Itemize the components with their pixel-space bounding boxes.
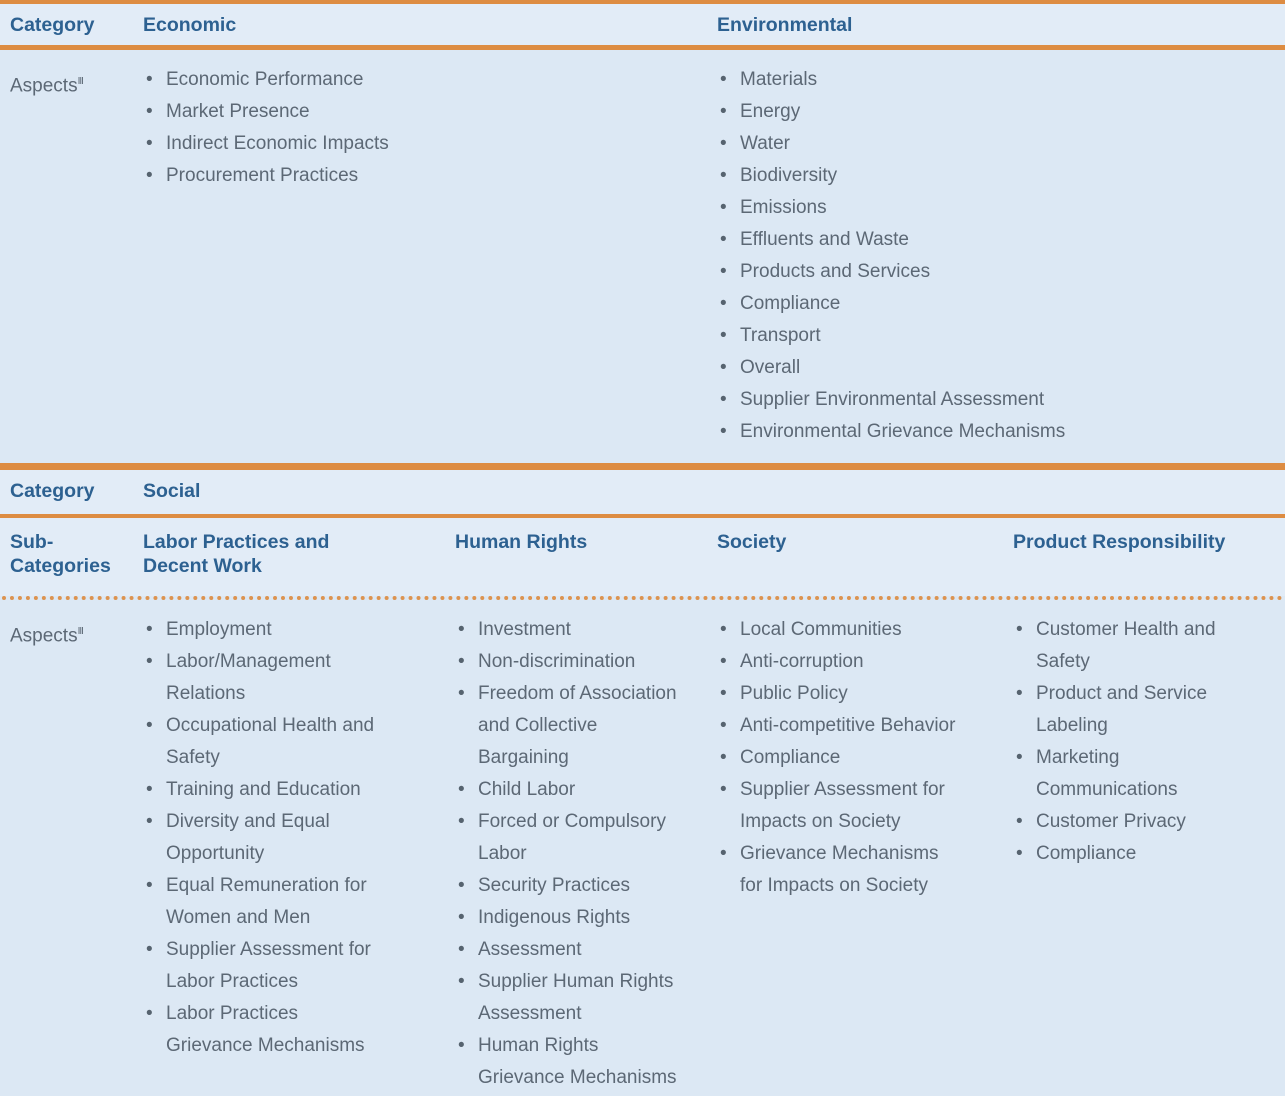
environmental-column-header: Environmental <box>717 14 853 36</box>
subcategories-header-label: Sub-Categories <box>10 531 111 577</box>
aspect-item: • Labor/Management Relations <box>143 646 382 710</box>
aspect-item: • Effluents and Waste <box>717 224 1285 256</box>
aspect-item: • Assessment <box>455 934 683 966</box>
aspect-item: • Supplier Assessment for Labor Practices <box>143 934 382 998</box>
aspects-row-label <box>0 50 143 463</box>
aspect-item: • Environmental Grievance Mechanisms <box>717 416 1285 448</box>
aspect-item: • Water <box>717 128 1285 160</box>
aspect-item: • Local Communities <box>717 614 962 646</box>
economic-column-header: Economic <box>143 14 237 36</box>
aspect-item: • Public Policy <box>717 678 962 710</box>
category-header-label: Category <box>10 14 95 36</box>
product-responsibility-aspects-cell <box>1013 600 1285 1096</box>
aspect-item: • Diversity and Equal Opportunity <box>143 806 382 870</box>
aspect-item: • Equal Remuneration for Women and Men <box>143 870 382 934</box>
section-divider-rule <box>0 463 1285 470</box>
aspect-item: • Supplier Assessment for Impacts on Society <box>717 774 962 838</box>
human-rights-aspects-cell <box>455 600 717 1096</box>
aspects-row-label-2 <box>0 600 143 1096</box>
labor-practices-column-header: Labor Practices and Decent Work <box>143 531 330 577</box>
aspect-item: • Security Practices <box>455 870 683 902</box>
aspect-item: • Investment <box>455 614 683 646</box>
aspect-item: • Supplier Human Rights Assessment <box>455 966 683 1030</box>
aspect-item: • Emissions <box>717 192 1285 224</box>
aspect-item: • Market Presence <box>143 96 717 128</box>
aspect-item: • Forced or Compulsory Labor <box>455 806 683 870</box>
product-responsibility-column-header: Product Responsibility <box>1013 531 1226 553</box>
aspect-item: • Employment <box>143 614 382 646</box>
aspect-item: • Marketing Communications <box>1013 742 1243 806</box>
economic-aspects-cell <box>143 50 717 463</box>
aspects-footnote-marker-2: III <box>77 626 83 637</box>
social-category-header: Social <box>143 480 201 502</box>
aspect-item: • Non-discrimination <box>455 646 683 678</box>
table2-header-row <box>0 470 1285 514</box>
aspect-item: • Freedom of Association and Collective Bargaining <box>455 678 683 774</box>
aspect-item: • Compliance <box>1013 838 1243 870</box>
labor-practices-aspects-list <box>143 600 382 1068</box>
social-header-spacer <box>717 470 1285 514</box>
aspect-item: • Grievance Mechanisms for Impacts on Society <box>717 838 962 902</box>
aspects-label-text: Aspects <box>10 75 78 97</box>
aspect-item: • Training and Education <box>143 774 382 806</box>
aspect-item: • Overall <box>717 352 1285 384</box>
aspects-footnote-marker: III <box>77 76 83 87</box>
human-rights-column-header: Human Rights <box>455 531 588 553</box>
aspect-item: • Customer Privacy <box>1013 806 1243 838</box>
aspects-label-text-2: Aspects <box>10 625 78 647</box>
human-rights-aspects-list <box>455 600 683 1096</box>
aspect-item: • Anti-corruption <box>717 646 962 678</box>
aspect-item: • Biodiversity <box>717 160 1285 192</box>
category-header-label-2: Category <box>10 480 95 502</box>
aspect-item: • Compliance <box>717 742 962 774</box>
aspect-item: • Procurement Practices <box>143 160 717 192</box>
aspect-item: • Materials <box>717 64 1285 96</box>
aspect-item: • Indirect Economic Impacts <box>143 128 717 160</box>
society-column-header: Society <box>717 531 787 553</box>
aspect-item: • Anti-competitive Behavior <box>717 710 962 742</box>
aspect-item: • Product and Service Labeling <box>1013 678 1243 742</box>
society-aspects-cell <box>717 600 1013 1096</box>
environmental-aspects-cell <box>717 50 1285 463</box>
aspect-item: • Energy <box>717 96 1285 128</box>
aspect-item: • Supplier Environmental Assessment <box>717 384 1285 416</box>
society-aspects-list <box>717 600 962 908</box>
labor-practices-aspects-cell <box>143 600 455 1096</box>
economic-aspects-list <box>143 50 717 198</box>
table2-aspects-row <box>0 600 1285 1096</box>
aspect-item: • Occupational Health and Safety <box>143 710 382 774</box>
aspect-item: • Customer Health and Safety <box>1013 614 1243 678</box>
environmental-aspects-list <box>717 50 1285 454</box>
aspect-item: • Child Labor <box>455 774 683 806</box>
table2-subheader-row <box>0 518 1285 596</box>
product-responsibility-aspects-list <box>1013 600 1243 876</box>
aspect-item: • Products and Services <box>717 256 1285 288</box>
table1-header-row <box>0 4 1285 45</box>
table1-aspects-row <box>0 50 1285 463</box>
aspect-item: • Compliance <box>717 288 1285 320</box>
aspect-item: • Labor Practices Grievance Mechanisms <box>143 998 382 1062</box>
aspect-item: • Indigenous Rights <box>455 902 683 934</box>
aspect-item: • Transport <box>717 320 1285 352</box>
aspect-item: • Economic Performance <box>143 64 717 96</box>
aspect-item: • Human Rights Grievance Mechanisms <box>455 1030 683 1094</box>
